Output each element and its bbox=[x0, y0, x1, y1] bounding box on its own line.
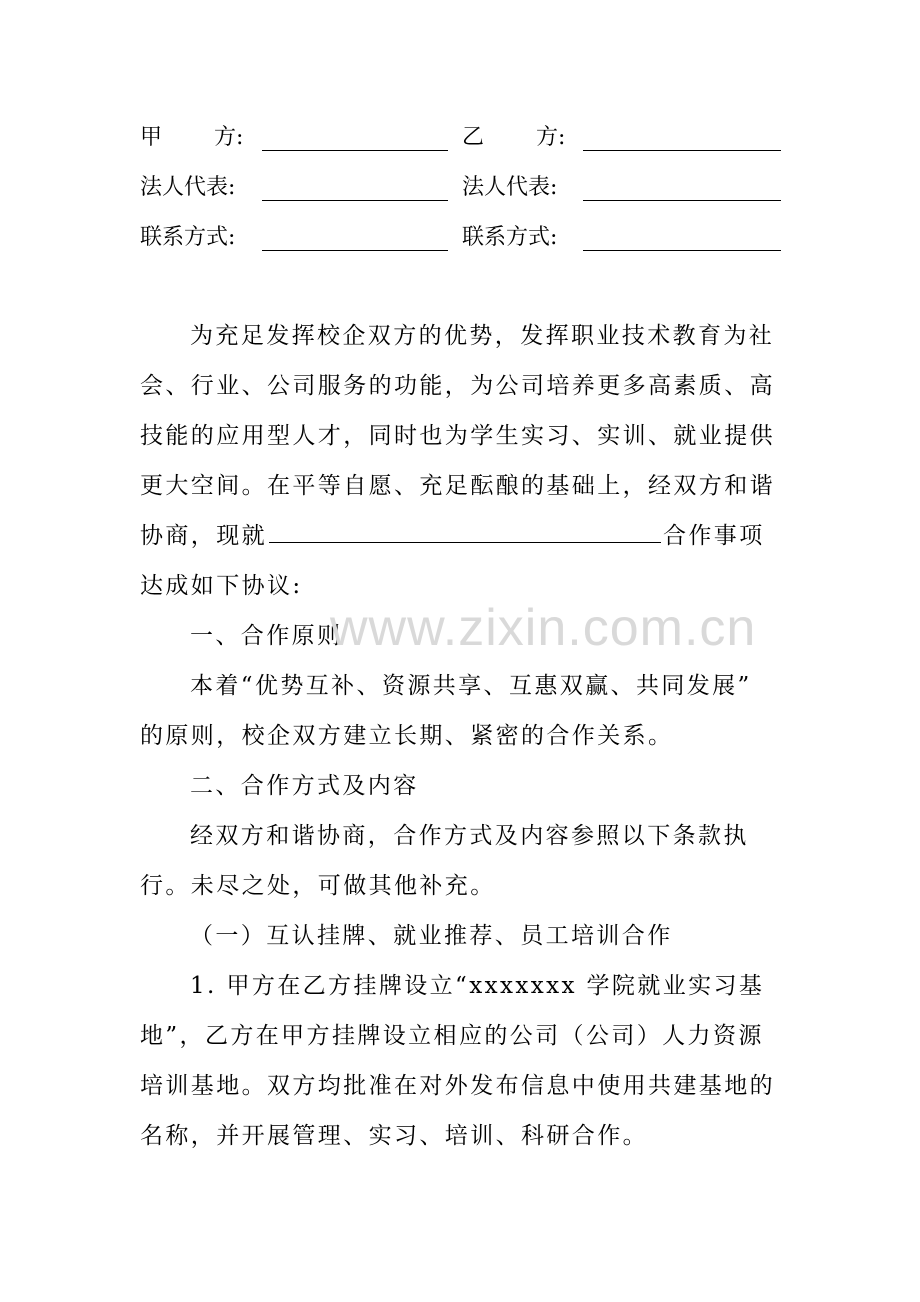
party-a-label-2: 方: bbox=[214, 125, 244, 150]
intro-line-5-pre: 协商，现就 bbox=[140, 523, 267, 549]
section1-line-1: 本着“优势互补、资源共享、互惠双赢、共同发展” bbox=[190, 673, 752, 699]
section2-heading: 二、合作方式及内容 bbox=[190, 773, 419, 799]
intro-line-5-post: 合作事项 bbox=[663, 523, 765, 549]
intro-line-1: 为充足发挥校企双方的优势，发挥职业技术教育为社 bbox=[190, 323, 775, 349]
party-b-contact-blank[interactable] bbox=[583, 250, 781, 251]
intro-line-6: 达成如下协议: bbox=[140, 573, 303, 599]
watermark: www.zixin.com.cn bbox=[330, 599, 757, 657]
party-row-legal-rep bbox=[140, 172, 790, 204]
party-a-legal-rep-blank[interactable] bbox=[262, 200, 448, 201]
intro-line-4: 更大空间。在平等自愿、充足酝酿的基础上，经双方和谐 bbox=[140, 473, 775, 499]
item1-line-1: 1. 甲方在乙方挂牌设立“xxxxxxx 学院就业实习基 bbox=[190, 973, 765, 999]
party-b-contact-label: 联系方式: bbox=[462, 225, 558, 250]
party-row-names bbox=[140, 122, 790, 154]
party-a-label-1: 甲 bbox=[140, 125, 163, 150]
party-a-legal-rep-label: 法人代表: bbox=[140, 175, 236, 200]
section1-line-2: 的原则，校企双方建立长期、紧密的合作关系。 bbox=[140, 723, 674, 749]
party-b-label-2: 方: bbox=[536, 125, 566, 150]
party-b-legal-rep-label: 法人代表: bbox=[462, 175, 558, 200]
section2-sub-heading: （一）互认挂牌、就业推荐、员工培训合作 bbox=[190, 923, 673, 949]
item1-line-2: 地”，乙方在甲方挂牌设立相应的公司（公司）人力资源 bbox=[140, 1023, 764, 1049]
party-b-label-1: 乙 bbox=[462, 125, 485, 150]
party-b-legal-rep-blank[interactable] bbox=[583, 200, 781, 201]
cooperation-subject-blank[interactable] bbox=[269, 514, 661, 543]
party-row-contact bbox=[140, 222, 790, 254]
section2-line-1: 经双方和谐协商，合作方式及内容参照以下条款执 bbox=[190, 823, 749, 849]
party-b-name-blank[interactable] bbox=[583, 150, 781, 151]
party-a-contact-label: 联系方式: bbox=[140, 225, 236, 250]
section1-heading: 一、合作原则 bbox=[190, 623, 343, 649]
intro-line-3: 技能的应用型人才，同时也为学生实习、实训、就业提供 bbox=[140, 423, 775, 449]
agreement-body bbox=[140, 311, 780, 1161]
party-a-name-blank[interactable] bbox=[262, 150, 448, 151]
item1-line-4: 名称，并开展管理、实习、培训、科研合作。 bbox=[140, 1123, 648, 1149]
party-a-contact-blank[interactable] bbox=[262, 250, 448, 251]
intro-line-2: 会、行业、公司服务的功能，为公司培养更多高素质、高 bbox=[140, 373, 775, 399]
intro-line-5 bbox=[140, 511, 780, 561]
section2-line-2: 行。未尽之处，可做其他补充。 bbox=[140, 873, 496, 899]
item1-line-3: 培训基地。双方均批准在对外发布信息中使用共建基地的 bbox=[140, 1073, 775, 1099]
